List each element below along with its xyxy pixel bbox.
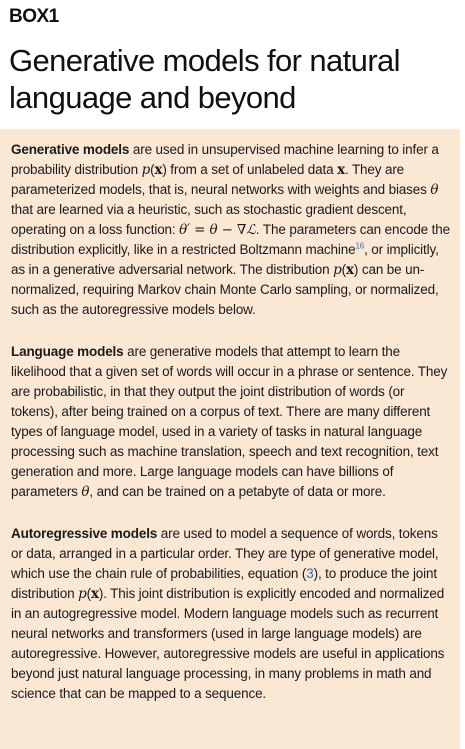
equation-update: θ′ = θ − ∇ℒ (179, 222, 256, 238)
text: ), to produce the joint distribution (11, 566, 437, 601)
text: . This joint distribution is explicitly encoded and normalized in an autogregressive model. Modern language models such as recurrent neural networks and transformers (used in large language models) are autoregressive. However, autoregressive models are useful in applications beyond just natural language processing, in many problems in math and science that can be mapped to a sequence. (11, 586, 445, 701)
paren-close: ) (353, 262, 359, 277)
text: . The parameters can encode the distribution explicitly, like in a restricted Boltzmann machine (11, 222, 450, 257)
paragraph-autoregressive-models (11, 524, 452, 704)
math-p: p (141, 162, 151, 178)
math-x: x (154, 162, 163, 178)
math-x: x (90, 586, 99, 602)
citation-link[interactable]: 16 (355, 241, 365, 251)
text: that are learned via a heuristic, such as stochastic gradient descent, operating on a loss function: (11, 202, 407, 237)
equation-reference-link[interactable]: 3 (306, 566, 314, 581)
text: are used in unsupervised machine learning to infer a probability distribution (11, 142, 439, 177)
text: from a set of unlabeled data (166, 162, 338, 177)
paren-close: ) (98, 586, 104, 601)
math-x: x (337, 162, 345, 178)
text: . They are parameterized models, that is, neural networks with weights and biases (11, 162, 431, 197)
box-panel (0, 129, 460, 749)
math-x: x (346, 262, 354, 278)
paragraph-language-models (11, 342, 452, 502)
text: can be un-normalized, requiring Markov chain Monte Carlo sampling, or normalized, such as the autoregressive models below. (11, 262, 439, 317)
paren-open: ( (86, 586, 91, 601)
term-generative-models: Generative models (11, 142, 130, 157)
math-theta: θ (430, 182, 439, 198)
box-title: Generative models for natural language and beyond (9, 43, 400, 115)
paragraph-generative-models (11, 140, 452, 320)
paren-open: ( (150, 162, 155, 177)
text: , and can be trained on a petabyte of data or more. (89, 484, 386, 499)
term-autoregressive-models: Autoregressive models (11, 526, 158, 541)
paren-close: ) (162, 162, 167, 177)
box-label: BOX1 (9, 6, 59, 27)
paren-open: ( (341, 262, 346, 277)
term-language-models: Language models (11, 344, 124, 359)
math-p: p (78, 586, 87, 602)
text: are used to model a sequence of words, tokens or data, arranged in a particular order. They are type of generative model, which use the chain rule of probabilities, equation ( (11, 526, 439, 581)
math-theta: θ (81, 484, 90, 500)
math-p: p (333, 262, 342, 278)
text: are generative models that attempt to learn the likelihood that a given set of words will occur in a phrase or sentence. They are probabilistic, in that they output the joint distribution of words (or tokens), after being trained on a corpus of text. There are many different types of language model, used in a variety of tasks in natural language processing such as machine translation, speech and text recognition, text generation and more. Large language models can have billions of parameters (11, 344, 448, 499)
text: , or implicitly, as in a generative adversarial network. The distribution (11, 242, 439, 277)
